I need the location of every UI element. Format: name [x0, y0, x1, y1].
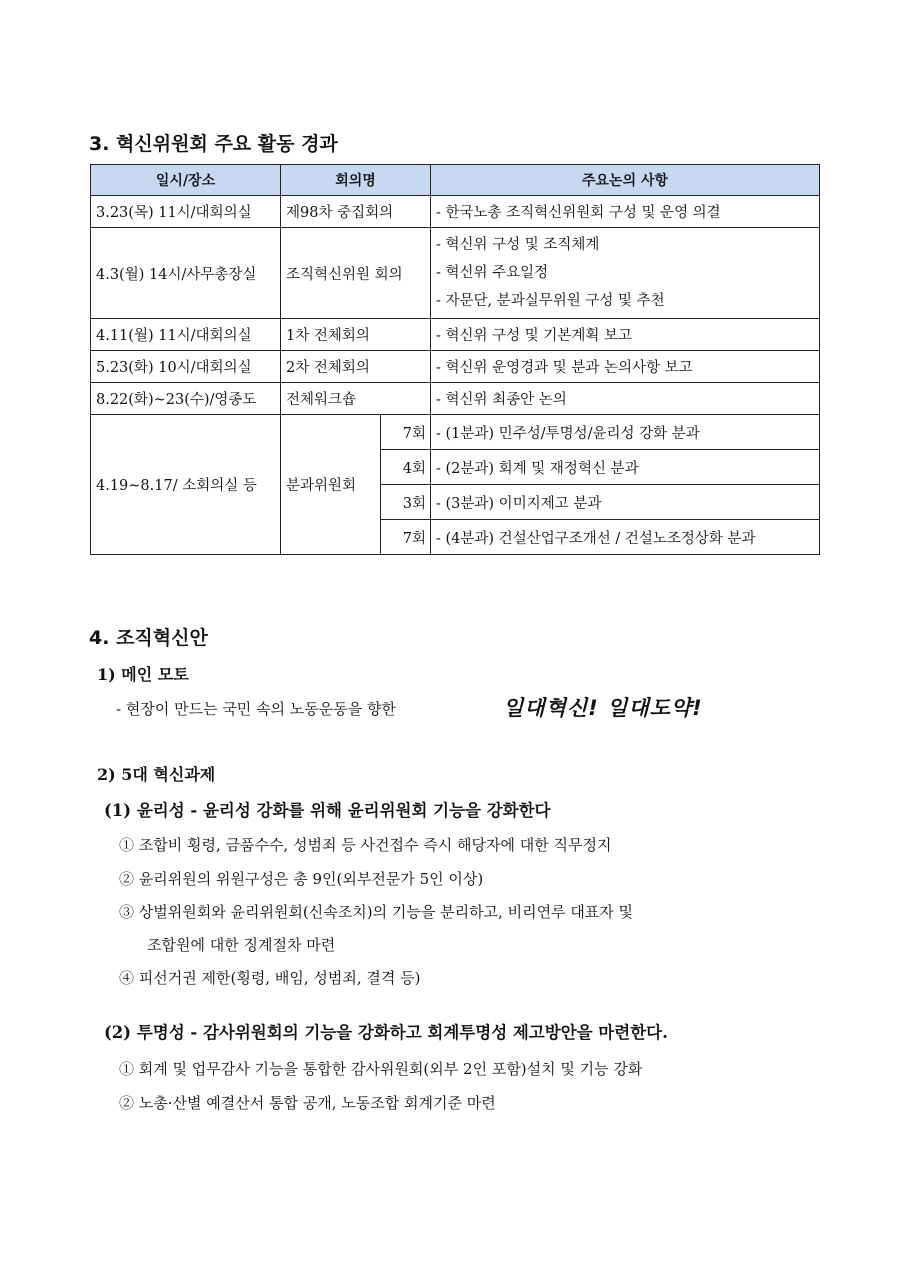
cell-item: - (4분과) 건설산업구조개선 / 건설노조정상화 분과	[431, 520, 820, 555]
activity-table	[90, 164, 820, 555]
cell-when: 4.11(월) 11시/대회의실	[91, 319, 281, 351]
table-row	[91, 228, 820, 319]
table-row	[91, 196, 820, 228]
section3-title: 3. 혁신위원회 주요 활동 경과	[89, 133, 338, 155]
table-row	[91, 319, 820, 351]
cell-item: - 한국노총 조직혁신위원회 구성 및 운영 의결	[431, 196, 820, 228]
cell-item: - (2분과) 회계 및 재정혁신 분과	[431, 450, 820, 485]
task1-item-continued: 조합원에 대한 징계절차 마련	[147, 936, 336, 954]
cell-meeting: 2차 전체회의	[281, 351, 431, 383]
cell-meeting: 1차 전체회의	[281, 319, 431, 351]
task1-heading: (1) 윤리성 - 윤리성 강화를 위해 윤리위원회 기능을 강화한다	[104, 801, 551, 820]
task1-item: ① 조합비 횡령, 금품수수, 성범죄 등 사건접수 즉시 해당자에 대한 직무정지	[119, 836, 612, 854]
cell-item: - 혁신위 운영경과 및 분과 논의사항 보고	[431, 351, 820, 383]
motto-heading: 1) 메인 모토	[97, 665, 189, 684]
cell-when: 5.23(화) 10시/대회의실	[91, 351, 281, 383]
cell-count: 3회	[381, 485, 431, 520]
cell-meeting: 분과위원회	[281, 415, 381, 555]
cell-meeting: 전체워크숍	[281, 383, 431, 415]
header-when: 일시/장소	[91, 165, 281, 196]
cell-when: 4.3(월) 14시/사무총장실	[91, 228, 281, 319]
section4-title: 4. 조직혁신안	[89, 627, 208, 649]
task1-item: ② 윤리위원의 위원구성은 총 9인(외부전문가 5인 이상)	[119, 870, 484, 888]
cell-count: 7회	[381, 520, 431, 555]
table-row	[91, 351, 820, 383]
table-row	[91, 383, 820, 415]
cell-item: - 혁신위 구성 및 기본계획 보고	[431, 319, 820, 351]
task2-item: ② 노총·산별 예결산서 통합 공개, 노동조합 회계기준 마련	[119, 1094, 496, 1112]
table-header-row	[91, 165, 820, 196]
cell-when: 3.23(목) 11시/대회의실	[91, 196, 281, 228]
cell-item: - 자문단, 분과실무위원 구성 및 추천	[436, 293, 665, 309]
cell-count: 4회	[381, 450, 431, 485]
cell-when: 4.19~8.17/ 소회의실 등	[91, 415, 281, 555]
cell-item: - (1분과) 민주성/투명성/윤리성 강화 분과	[431, 415, 820, 450]
cell-items	[431, 228, 820, 319]
header-items: 주요논의 사항	[431, 165, 820, 196]
task1-item: ③ 상벌위원회와 윤리위원회(신속조치)의 기능을 분리하고, 비리연루 대표자 및	[119, 903, 634, 921]
task1-item: ④ 피선거권 제한(횡령, 배임, 성범죄, 결격 등)	[119, 969, 421, 987]
motto-slogan: 일대혁신! 일대도약!	[503, 696, 703, 720]
cell-when: 8.22(화)~23(수)/영종도	[91, 383, 281, 415]
cell-item: - 혁신위 주요일정	[436, 265, 549, 281]
header-meeting: 회의명	[281, 165, 431, 196]
motto-text: - 현장이 만드는 국민 속의 노동운동을 향한	[116, 700, 397, 718]
cell-item: - 혁신위 구성 및 조직체계	[436, 237, 600, 253]
cell-item: - (3분과) 이미지제고 분과	[431, 485, 820, 520]
cell-count: 7회	[381, 415, 431, 450]
cell-meeting: 조직혁신위원 회의	[281, 228, 431, 319]
tasks-heading: 2) 5대 혁신과제	[97, 765, 216, 784]
task2-item: ① 회계 및 업무감사 기능을 통합한 감사위원회(외부 2인 포함)설치 및 기능 강화	[119, 1060, 643, 1078]
table-row	[91, 415, 820, 450]
cell-item: - 혁신위 최종안 논의	[431, 383, 820, 415]
cell-meeting: 제98차 중집회의	[281, 196, 431, 228]
task2-heading: (2) 투명성 - 감사위원회의 기능을 강화하고 회계투명성 제고방안을 마련한다.	[104, 1023, 668, 1042]
